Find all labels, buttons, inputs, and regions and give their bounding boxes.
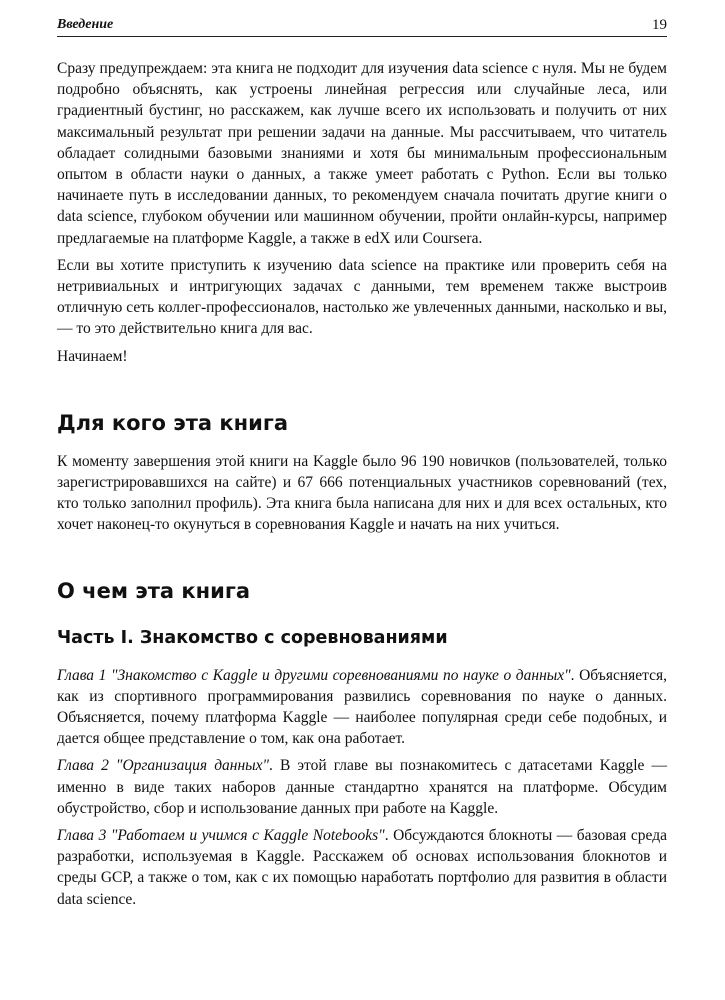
chapter-1-label: Глава 1 "Знакомство с Kaggle и другими соревнованиями по науке о данных" [57, 666, 571, 684]
running-head [57, 16, 667, 37]
intro-paragraph-2: Если вы хотите приступить к изучению data science на практике или проверить себя на нетривиальных и интригующих задачах с данными, тем временем также выстроив отличную сеть коллег-профессионалов, настолько же увлеченных данными, насколько и вы, — то это действительно книга для вас. [57, 256, 667, 338]
intro-paragraph-3: Начинаем! [57, 347, 128, 365]
section-heading-about: О чем эта книга [57, 578, 251, 603]
chapter-3-text: . Обсуждаются блокноты — базовая среда разработки, используемая в Kaggle. Расскажем об основах использования блокнотов и среды GCP, а также о том, как с их помощью наработать портфолио для развития в области data science. [57, 827, 667, 908]
chapter-3-paragraph [57, 825, 667, 910]
who-paragraph: К моменту завершения этой книги на Kaggle было 96 190 новичков (пользователей, только зарегистрировавшихся на сайте) и 67 666 потенциальных участников соревнований (тех, кто только заполнил профиль). Эта книга была написана для них и для всех остальных, кто хочет наконец-то окунуться в соревнования Kaggle и начать на них учиться. [57, 452, 667, 534]
chapter-2-text: . В этой главе вы познакомитесь с датасетами Kaggle — именно в виде таких наборов данные стандартно хранятся на платформе. Обсудим обустройство, сбор и использование данных при работе на Kaggle. [57, 757, 667, 817]
chapter-2-label: Глава 2 "Организация данных" [57, 757, 270, 775]
intro-paragraph-1: Сразу предупреждаем: эта книга не подходит для изучения data science с нуля. Мы не будем подробно объяснять, как устроены линейная регрессия или случайные леса, или градиентный бустинг, но расскажем, как лучше всего их использовать и получить от них максимальный результат при решении задачи на данные. Мы рассчитываем, что читатель обладает солидными базовыми знаниями и хотя бы минимальным профессиональным опытом в области науки о данных, а также умеет работать с Python. Если вы только начинаете путь в исследовании данных, то рекомендуем сначала почитать другие книги о data science, глубоком обучении или машинном обучении, пройти онлайн-курсы, например предлагаемые на платформе Kaggle, а также в edX или Coursera. [57, 60, 667, 247]
chapter-3-label: Глава 3 "Работаем и учимся с Kaggle Notebooks" [57, 827, 385, 845]
book-page [57, 16, 667, 910]
chapter-2-paragraph [57, 755, 667, 819]
running-head-section-title: Введение [57, 17, 114, 32]
page-number: 19 [652, 17, 667, 33]
section-heading-who: Для кого эта книга [57, 410, 288, 435]
chapter-1-text: . Объясняется, как из спортивного программирования развились соревнования по науке о данных. Объясняется, почему платформа Kaggle — наиболее популярная среди себе подобных, и дается общее представление о том, как она работает. [57, 666, 667, 748]
chapter-1-paragraph [57, 665, 667, 750]
part-heading: Часть I. Знакомство с соревнованиями [57, 627, 448, 648]
